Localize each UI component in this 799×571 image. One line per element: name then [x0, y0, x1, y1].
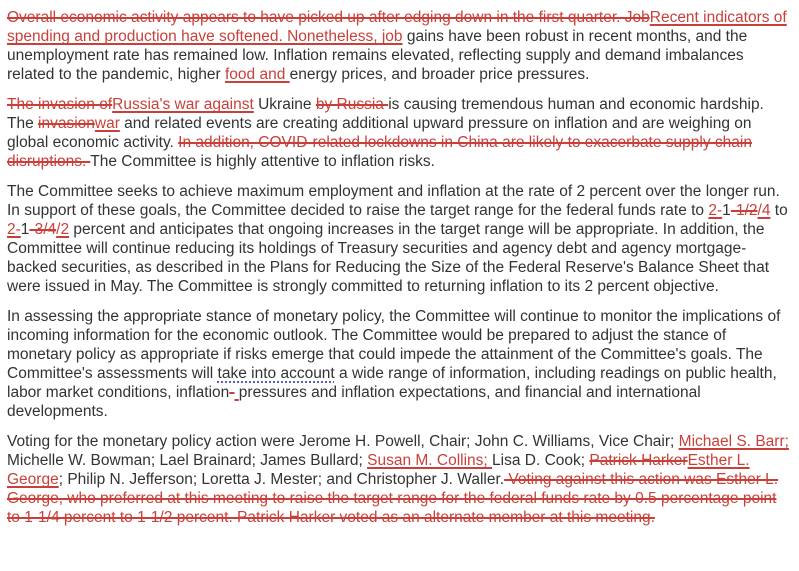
- text-run: a wide range of information, including readings on public health, labor market conditions, inflation: [7, 365, 777, 401]
- text-run: pressures and inflation expectations, and financial and international developments.: [7, 384, 701, 420]
- text-run: ; Philip N. Jefferson; Loretta J. Mester; and Christopher J. Waller.: [58, 471, 505, 488]
- text-run: to: [770, 202, 788, 219]
- deleted-text: -3/4: [29, 221, 57, 238]
- text-run: percent and anticipates that ongoing increases in the target range will be appropriate. In addition, the Committee will continue reducing its holdings of Treasury securities and agency debt and agency mortgage-backed securities, as described in the Plans for Reducing the Size of the Federal Reserve's Balance Sheet that were issued in May. The Committee is strongly committed to returning inflation to its 2 percent objective.: [7, 221, 770, 295]
- text-run: The Committee seeks to achieve maximum employment and inflation at the rate of 2 percent over the longer run. In support of these goals, the Committee decided to raise the target range for the federal funds rate to: [7, 183, 780, 219]
- text-run: Ukraine: [253, 96, 316, 113]
- paragraph-3: [7, 182, 790, 296]
- deleted-text: -1/2: [730, 202, 758, 219]
- deleted-text: Overall economic activity appears to have picked up after edging down in the first quarter. Job: [7, 9, 650, 26]
- paragraph-4: [7, 307, 790, 421]
- text-run: is causing tremendous human and economic hardship. The: [7, 96, 764, 132]
- inserted-text: Esther L. George: [7, 452, 750, 488]
- text-run: The Committee is highly attentive to inflation risks.: [90, 153, 435, 170]
- inserted-text: Susan M. Collins;: [367, 452, 493, 469]
- inserted-text: 2-: [708, 202, 723, 219]
- text-run: gains have been robust in recent months, and the unemployment rate has remained low. Inflation remains elevated, reflecting supply and demand imbalances related to the pandemic, higher: [7, 28, 748, 83]
- fomc-statement-redline-text: [7, 8, 790, 527]
- deleted-text: The invasion of: [7, 96, 113, 113]
- text-run: Lisa D. Cook;: [492, 452, 590, 469]
- deleted-text: -: [229, 384, 235, 401]
- grammar-flagged-text: take into account: [217, 365, 335, 382]
- inserted-text: /4: [757, 202, 771, 219]
- inserted-text: Russia's war against: [112, 96, 254, 113]
- inserted-text: /2: [56, 221, 70, 238]
- paragraph-1: [7, 8, 790, 84]
- inserted-text: Michael S. Barr;: [678, 433, 789, 450]
- inserted-text: war: [94, 115, 120, 132]
- inserted-text: 2-: [7, 221, 21, 238]
- text-run: 1: [722, 202, 731, 219]
- inserted-text: Recent indicators of spending and production have softened. Nonetheless, job: [7, 9, 787, 45]
- inserted-text: food and: [225, 66, 290, 83]
- text-run: Michelle W. Bowman; Lael Brainard; James Bullard;: [7, 452, 368, 469]
- deleted-text: invasion: [38, 115, 95, 132]
- text-run: 1: [20, 221, 30, 238]
- deleted-text: by Russia: [315, 96, 389, 113]
- paragraph-2: [7, 95, 790, 171]
- paragraph-5: [7, 432, 790, 527]
- text-run: Voting for the monetary policy action were Jerome H. Powell, Chair; John C. Williams, Vice Chair;: [7, 433, 679, 450]
- deleted-text: Patrick Harker: [589, 452, 688, 469]
- text-run: energy prices, and broader price pressures.: [289, 66, 590, 83]
- deleted-text: In addition, COVID-related lockdowns in China are likely to exacerbate supply chain disruptions.: [7, 134, 752, 170]
- text-run: and related events are creating additional upward pressure on inflation and are weighing on global economic activity.: [7, 115, 752, 151]
- deleted-text: Voting against this action was Esther L. George, who preferred at this meeting to raise the target range for the federal funds rate by 0.5 percentage point to 1-1/4 percent to 1-1/2 percent. Patrick Harker voted as an alternate member at this meeting.: [7, 471, 779, 526]
- text-run: In assessing the appropriate stance of monetary policy, the Committee will continue to monitor the implications of incoming information for the economic outlook. The Committee would be prepared to adjust the stance of monetary policy as appropriate if risks emerge that could impede the attainment of the Committee's goals. The Committee's assessments will: [7, 308, 781, 382]
